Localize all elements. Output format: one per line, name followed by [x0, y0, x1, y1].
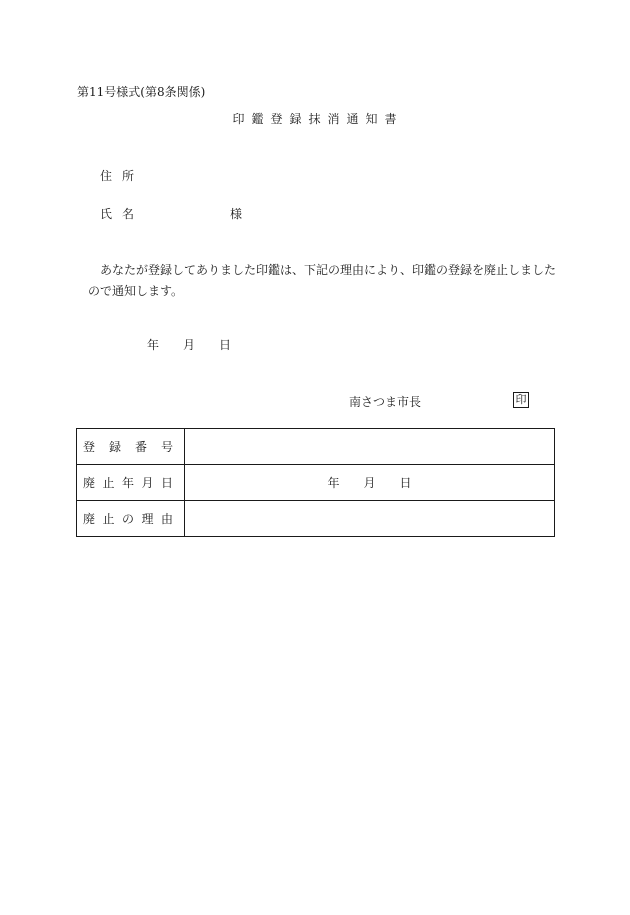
abolition-date-label: 廃止年月日	[83, 476, 173, 490]
abolition-day-label: 日	[399, 476, 412, 490]
registration-number-label: 登録番号	[83, 440, 173, 454]
body-text-line-2: ので通知します。	[88, 284, 184, 298]
body-text-line-1: あなたが登録してありました印鑑は、下記の理由により、印鑑の登録を廃止しました	[100, 263, 557, 277]
abolition-reason-label: 廃止の理由	[83, 512, 173, 526]
date-day-label: 日	[219, 338, 232, 352]
table-label-cell	[77, 429, 185, 465]
table-row	[77, 429, 555, 465]
date-year-label: 年	[147, 338, 160, 352]
abolition-date-value	[185, 465, 555, 501]
table-row	[77, 465, 555, 501]
table-row	[77, 501, 555, 537]
table-label-cell	[77, 465, 185, 501]
name-label: 氏名	[100, 207, 145, 221]
date-month-label: 月	[183, 338, 196, 352]
abolition-year-label: 年	[327, 476, 340, 490]
registration-number-value	[185, 429, 555, 465]
document-title: 印鑑登録抹消通知書	[232, 112, 404, 126]
seal-mark: 印	[513, 392, 529, 408]
registration-info-table	[76, 428, 555, 537]
abolition-month-label: 月	[363, 476, 376, 490]
issue-date	[147, 336, 231, 353]
issuer-title: 南さつま市長	[349, 395, 422, 409]
abolition-reason-value	[185, 501, 555, 537]
address-label: 住所	[100, 169, 145, 183]
form-number: 第11号様式(第8条関係)	[77, 85, 206, 99]
table-label-cell	[77, 501, 185, 537]
honorific: 様	[230, 207, 243, 221]
